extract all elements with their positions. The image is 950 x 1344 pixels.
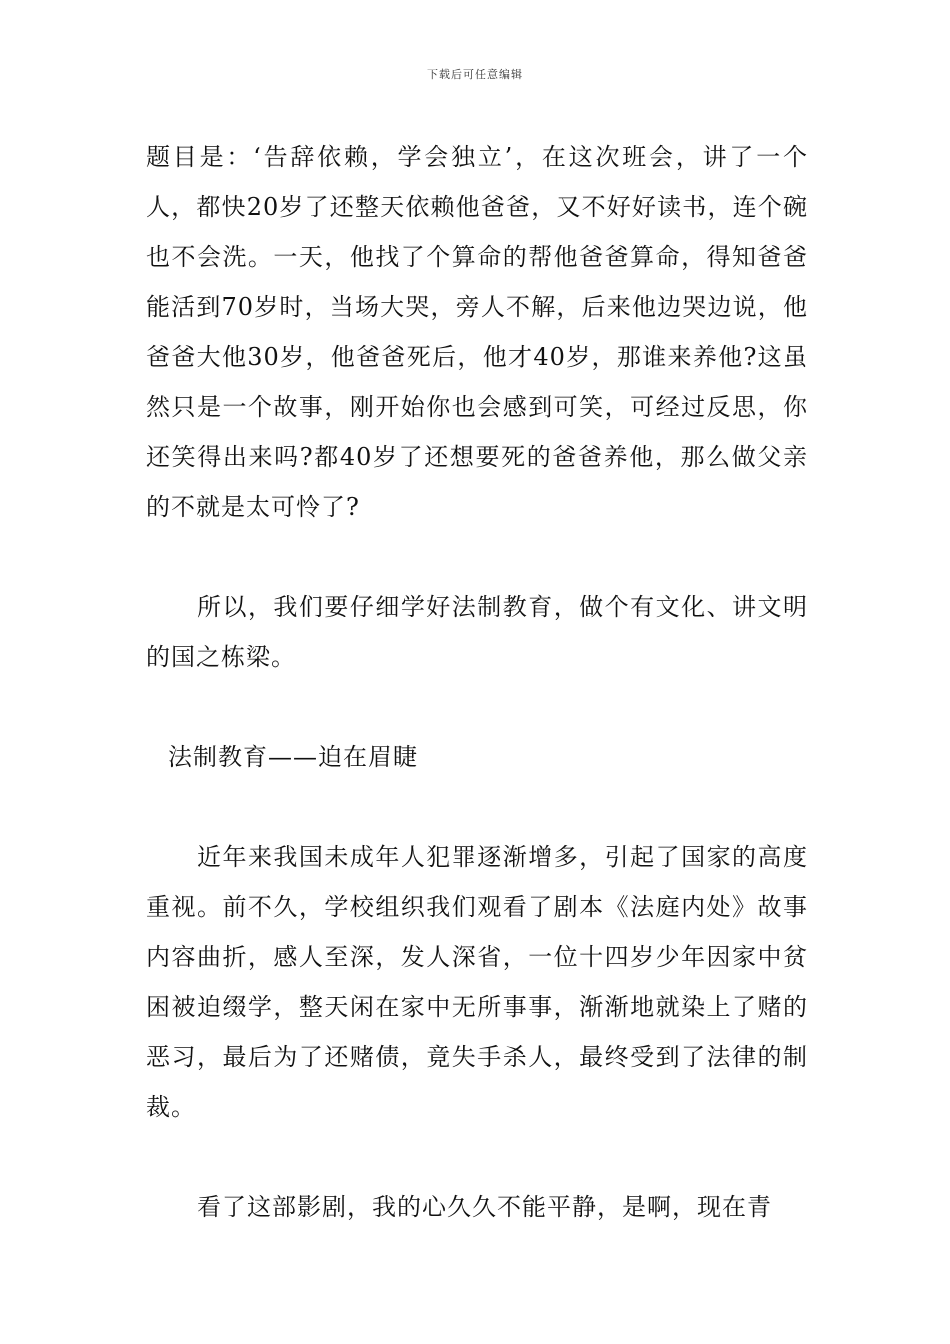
paragraph-gap [146, 1132, 808, 1182]
section-heading: 法制教育——迫在眉睫 [168, 743, 418, 771]
paragraph-gap [146, 682, 808, 732]
paragraph-reflection: 看了这部影剧，我的心久久不能平静，是啊，现在青 [197, 1193, 772, 1221]
header-note: 下载后可任意编辑 [427, 68, 523, 81]
paragraph-crime-story: 近年来我国未成年人犯罪逐渐增多，引起了国家的高度重视。前不久，学校组织我们观看了剧本《法庭内处》故事内容曲折，感人至深，发人深省，一位十四岁少年因家中贫困被迫缀学，整天闲在家中无所事事，渐渐地就染上了赌的恶习，最后为了还赌债，竟失手杀人，最终受到了法律的制裁。 [146, 843, 808, 1121]
paragraph-story: 题目是：‘告辞依赖，学会独立’，在这次班会，讲了一个人，都快20岁了还整天依赖他爸爸，又不好好读书，连个碗也不会洗。一天，他找了个算命的帮他爸爸算命，得知爸爸能活到70岁时，当场大哭，旁人不解，后来他边哭边说，他爸爸大他30岁，他爸爸死后，他才40岁，那谁来养他?这虽然只是一个故事，刚开始你也会感到可笑，可经过反思，你还笑得出来吗?都40岁了还想要死的爸爸养他，那么做父亲的不就是太可怜了? [146, 143, 808, 521]
paragraph-gap [146, 782, 808, 832]
paragraph-gap [146, 532, 808, 582]
document-body [146, 132, 808, 1232]
paragraph-conclusion: 所以，我们要仔细学好法制教育，做个有文化、讲文明的国之栋梁。 [146, 593, 808, 671]
